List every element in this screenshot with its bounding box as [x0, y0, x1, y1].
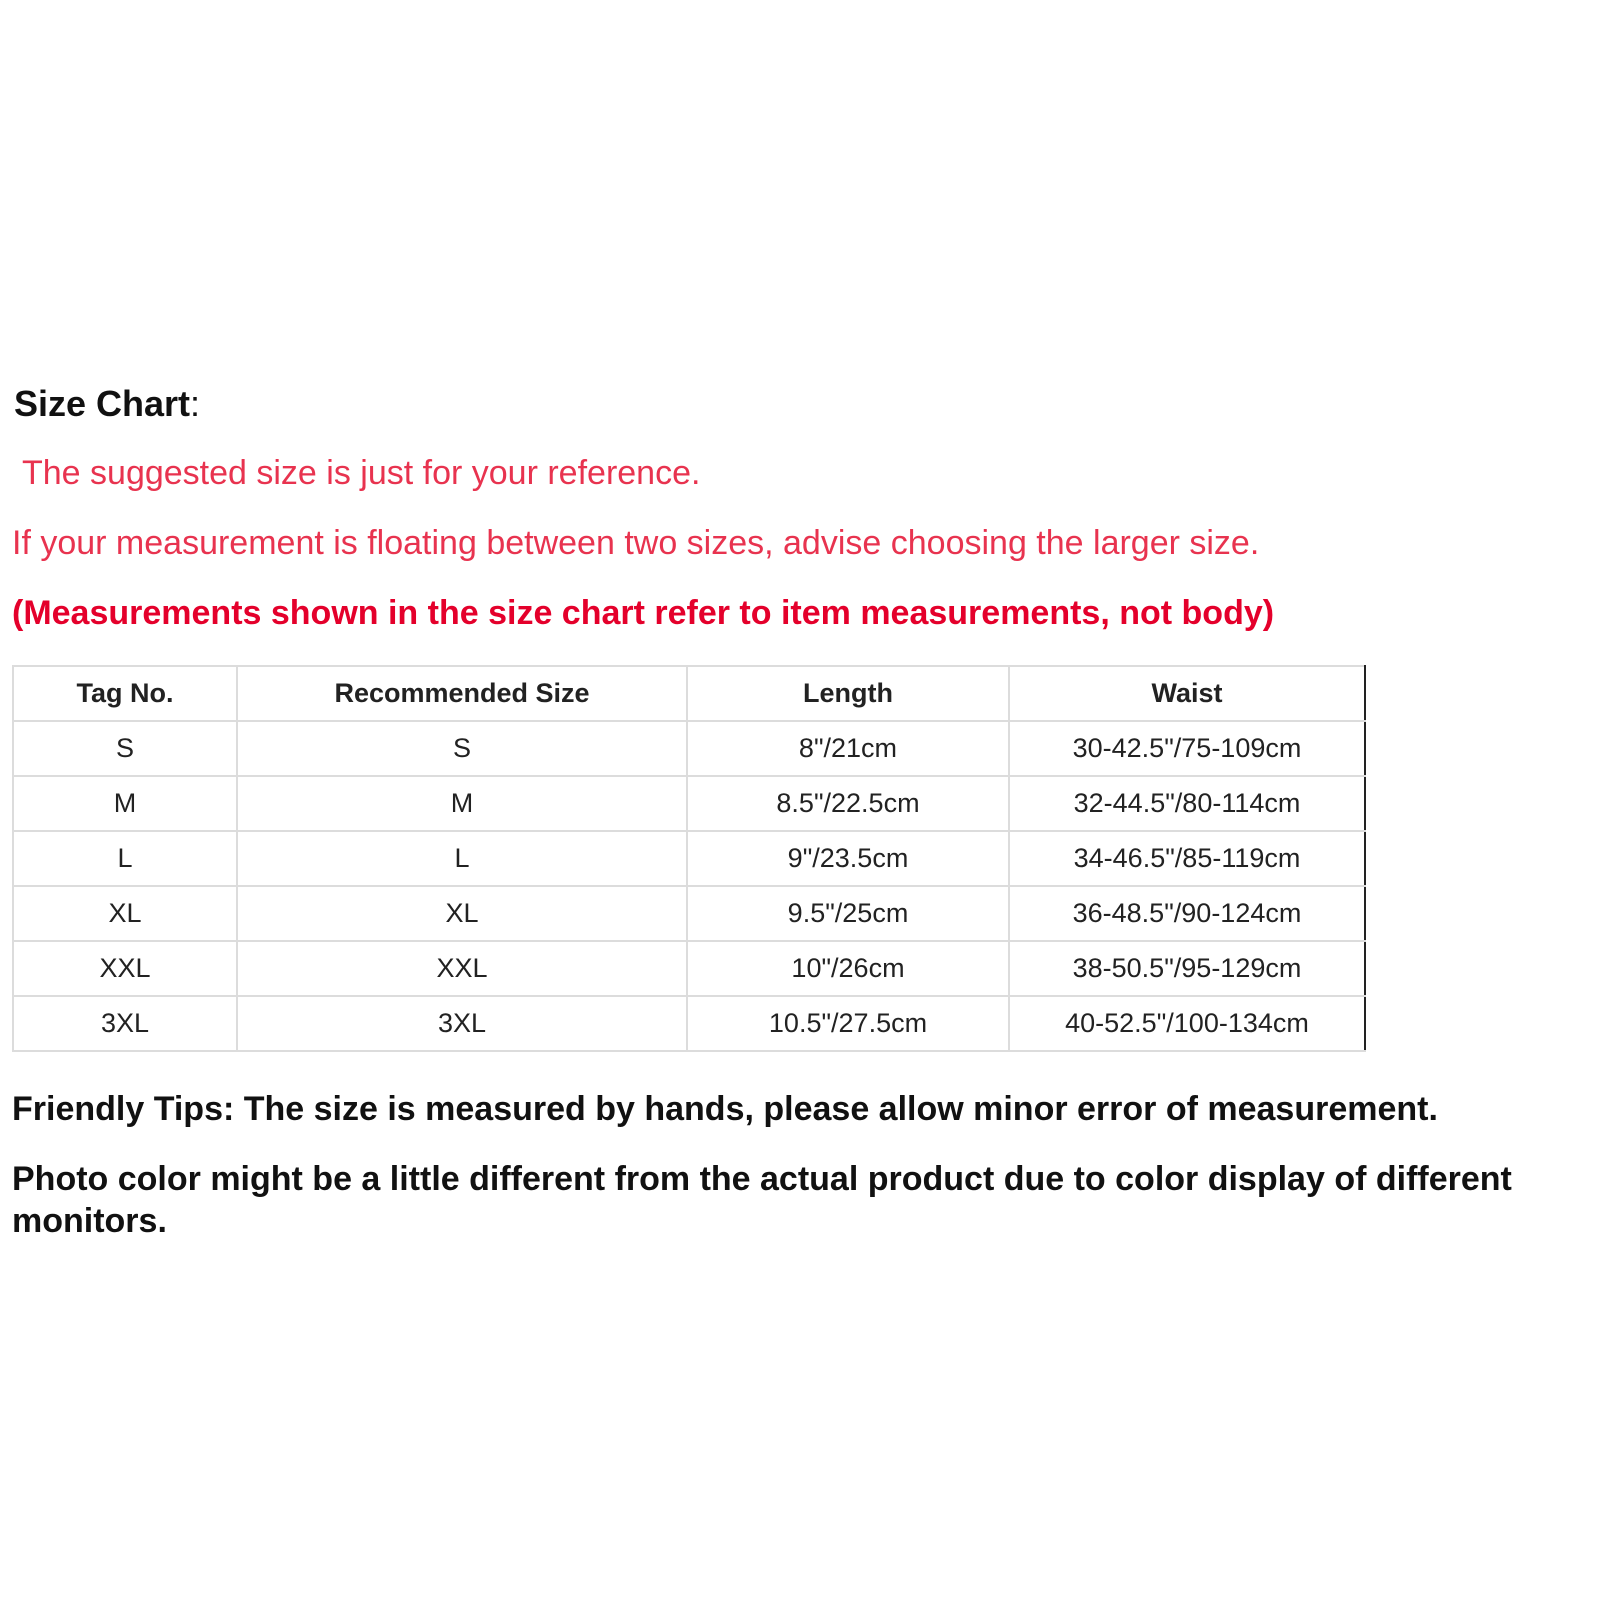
cell-recommended-size: XXL	[237, 941, 687, 996]
cell-length: 8.5"/22.5cm	[687, 776, 1009, 831]
table-row	[13, 776, 1365, 831]
sizing-advice-note: If your measurement is floating between two sizes, advise choosing the larger size.	[12, 524, 1260, 562]
cell-length: 10.5"/27.5cm	[687, 996, 1009, 1051]
header-recommended-size: Recommended Size	[237, 666, 687, 721]
header-length: Length	[687, 666, 1009, 721]
size-table	[12, 665, 1366, 1052]
header-waist: Waist	[1009, 666, 1365, 721]
cell-length: 8"/21cm	[687, 721, 1009, 776]
table-row	[13, 831, 1365, 886]
cell-tag-no: S	[13, 721, 237, 776]
table-row	[13, 941, 1365, 996]
cell-tag-no: XL	[13, 886, 237, 941]
cell-waist: 40-52.5"/100-134cm	[1009, 996, 1365, 1051]
cell-tag-no: L	[13, 831, 237, 886]
friendly-tips: Friendly Tips: The size is measured by hands, please allow minor error of measurement.	[12, 1090, 1438, 1128]
table-row	[13, 721, 1365, 776]
cell-recommended-size: 3XL	[237, 996, 687, 1051]
cell-length: 9.5"/25cm	[687, 886, 1009, 941]
table-row	[13, 886, 1365, 941]
page-title	[14, 382, 200, 426]
cell-waist: 34-46.5"/85-119cm	[1009, 831, 1365, 886]
cell-tag-no: M	[13, 776, 237, 831]
cell-recommended-size: S	[237, 721, 687, 776]
reference-note: The suggested size is just for your reference.	[22, 454, 701, 492]
cell-tag-no: XXL	[13, 941, 237, 996]
table-header-row	[13, 666, 1365, 721]
table-row	[13, 996, 1365, 1051]
cell-waist: 30-42.5"/75-109cm	[1009, 721, 1365, 776]
measurement-disclaimer: (Measurements shown in the size chart refer to item measurements, not body)	[12, 594, 1275, 632]
header-tag-no: Tag No.	[13, 666, 237, 721]
cell-length: 10"/26cm	[687, 941, 1009, 996]
page-title-colon: :	[190, 383, 201, 424]
cell-recommended-size: M	[237, 776, 687, 831]
cell-waist: 36-48.5"/90-124cm	[1009, 886, 1365, 941]
cell-length: 9"/23.5cm	[687, 831, 1009, 886]
cell-recommended-size: XL	[237, 886, 687, 941]
cell-waist: 38-50.5"/95-129cm	[1009, 941, 1365, 996]
cell-tag-no: 3XL	[13, 996, 237, 1051]
page-title-text: Size Chart	[14, 383, 191, 424]
cell-waist: 32-44.5"/80-114cm	[1009, 776, 1365, 831]
cell-recommended-size: L	[237, 831, 687, 886]
color-disclaimer: Photo color might be a little different from the actual product due to color display of different monitors.	[12, 1160, 1512, 1240]
